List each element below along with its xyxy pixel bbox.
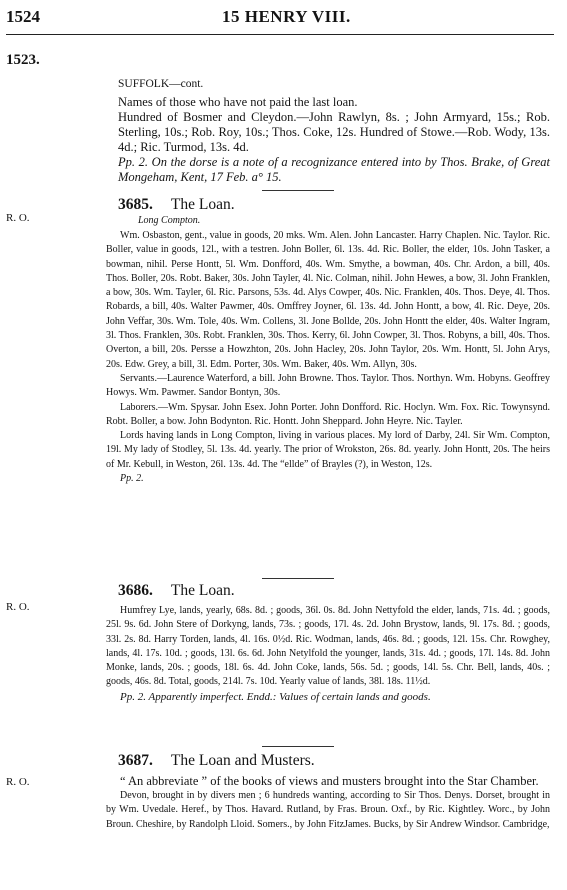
running-title: 15 HENRY VIII. xyxy=(222,7,351,26)
section-separator xyxy=(262,578,334,579)
entry-place: Long Compton. xyxy=(138,215,201,226)
entry-paragraph: Servants.—Laurence Waterford, a bill. John Browne. Thos. Taylor. Thos. Northyn. Wm. Hobyns. Geoffrey Howys. Wm. Pawmer. Sandor Bontyn, 30s. xyxy=(106,372,550,399)
continuation-heading: SUFFOLK—cont. xyxy=(118,78,204,90)
entry-paragraph: Devon, brought in by divers men ; 6 hundreds wanting, according to Sir Thos. Denys. Dorset, brought in by Wm. Uvedale. Heref., by Thos. Havard. Rutland, by Fras. Broun. Oxf., by Ric. Kightley. Worc., by John Broun. Cheshire, by Randolph Lloid. Somers., by John FitzJames. Bucks, by Sir Andrew Windsor. Cambridge, xyxy=(106,790,550,830)
entry-3687-body xyxy=(106,774,550,832)
page-number: 1524 xyxy=(6,7,40,26)
entry-title: The Loan. xyxy=(170,196,235,213)
continuation-note: Pp. 2. On the dorse is a note of a recognizance entered into by Thos. Brake, of Great Mongeham, Kent, 17 Feb. a° 15. xyxy=(118,155,550,184)
entry-number: 3685. xyxy=(118,196,153,213)
entry-note: Pp. 2. Apparently imperfect. Endd.: Values of certain lands and goods. xyxy=(120,690,431,703)
record-office-label: R. O. xyxy=(6,776,30,788)
continuation-line: Names of those who have not paid the last loan. xyxy=(118,95,358,109)
entry-number: 3687. xyxy=(118,752,153,769)
header-rule xyxy=(6,34,554,35)
entry-title: The Loan and Musters. xyxy=(170,752,315,769)
section-separator xyxy=(262,190,334,191)
continuation-paragraph: Hundred of Bosmer and Cleydon.—John Rawlyn, 8s. ; John Armyard, 15s.; Rob. Sterling, 10s.; Rob. Roy, 10s.; Thos. Coke, 12s. Hundred of Stowe.—Rob. Wody, 13s. 4d.; Ric. Turmod, 13s. 4d. xyxy=(118,110,550,154)
continuation-block xyxy=(118,95,550,185)
entry-heading xyxy=(118,196,235,214)
record-office-label: R. O. xyxy=(6,601,30,613)
entry-3685-body xyxy=(106,229,550,486)
entry-heading xyxy=(118,752,315,770)
entry-paragraph: Laborers.—Wm. Spysar. John Esex. John Porter. John Donfford. Ric. Hoclyn. Wm. Fox. Ric. Towynsynd. Robt. Boller, a bow. John Bodynton. Ric. Hontt. John Sheppard. John Heyre. Nic. Tayler. xyxy=(106,401,550,427)
entry-number: 3686. xyxy=(118,582,153,599)
record-office-label: R. O. xyxy=(6,212,30,224)
entry-paragraph: Wm. Osbaston, gent., value in goods, 20 mks. Wm. Alen. John Lancaster. Harry Chaplen. Nic. Taylor. Ric. Boller, value in goods, 12l., with a testren. John Boller, 6l. 13s. 4d. Ric. Boller, the elder, 10s. John Tasker, a bowman, nihil. Perse Hontt, 5l. Wm. Donfford, 40s. Wm. Smythe, a bowman, 40s. Chr. Ardon, a bill, 40s. Thos. Boller, 20s. Robt. Baker, 30s. John Tayler, 4l. Nic. Colman, nihil. John Hewes, a bow, 3l. John Franklen, a bow, 30s. Wm. Tayler, 6l. Ric. Parsons, 53s. 4d. Alys Cowper, 40s. Nic. Franklen, 40s. Thos. Deye, 4l. Thos. Robards, a bill, 40s. Walter Pawmer, 40s. Omffrey Joyner, 6l. 13s. 4d. John Hontt, a bow, 4l. Ric. Deye, 20s. John Veffar, 30s. Wm. Tole, 40s. Wm. Collens, 3l. Jone Bollde, 20s. John Hontt the elder, 40s. Walter Ingram, 3l. Thos. Franklen, 30s. Robt. Franklen, 30s. Thos. Kerry, 6l. John Cowper, 3l. Thos. Robyns, a bill, 40s. Thos. Overton, a bill, 20s. Persse a Howzhton, 20s. John Hacley, 20s. John Taylor, 20s. Wm. Hontt, 5l. John Arys, 20s. Edw. Grey, a bill, 3l. Edm. Porter, 30s. Wm. Baker, 40s. Wm. Allyn, 30s. xyxy=(106,230,550,370)
year-marker: 1523. xyxy=(6,52,40,68)
section-separator xyxy=(262,746,334,747)
entry-paragraph: Lords having lands in Long Compton, living in various places. My lord of Darby, 24l. Sir Wm. Compton, 19l. My lady of Stodley, 5l. 13s. 4d. yearly. The prior of Wrokston, 26s. 8d. yearly. John Hontt, 20s. The heirs of Mr. Kebull, in Weston, 26l. 13s. 4d. The “ellde” of Brayles (?), in Weston, 12s. xyxy=(106,430,550,470)
entry-note: Pp. 2. xyxy=(120,473,144,485)
entry-paragraph: “ An abbreviate ” of the books of views and musters brought into the Star Chamber. xyxy=(120,774,539,788)
entry-title: The Loan. xyxy=(170,582,235,599)
entry-3686-body xyxy=(106,604,550,704)
entry-heading xyxy=(118,582,235,600)
entry-paragraph: Humfrey Lye, lands, yearly, 68s. 8d. ; goods, 36l. 0s. 8d. John Nettyfold the elder, lands, 71s. 4d. ; goods, 25l. 9s. 6d. John Stere of Dorkyng, lands, 73s. ; goods, 17l. 4s. 2d. John Brystow, lands, 9l. 17s. 8d. ; goods, 33l. 2s. 8d. Harry Torden, lands, 4l. 16s. 0½d. Ric. Wodman, lands, 46s. 8d. ; goods, 12l. 15s. Chr. Rowghey, lands, 4l. 17s. 10d. ; goods, 13l. 6s. 6d. John Netylfold the younger, lands, 31s. 4d. ; goods, 17l. 14s. 8d. John Monke, lands, 20s. ; goods, 18l. 6s. 4d. John Coke, lands, 56s. 5d. ; goods, 14l. 5s. Chr. Bell, lands, 40s. ; goods, 46s. 8d. Total, goods, 214l. 7s. 10d. Yearly value of lands, 38l. 18s. 11½d. xyxy=(106,605,550,688)
